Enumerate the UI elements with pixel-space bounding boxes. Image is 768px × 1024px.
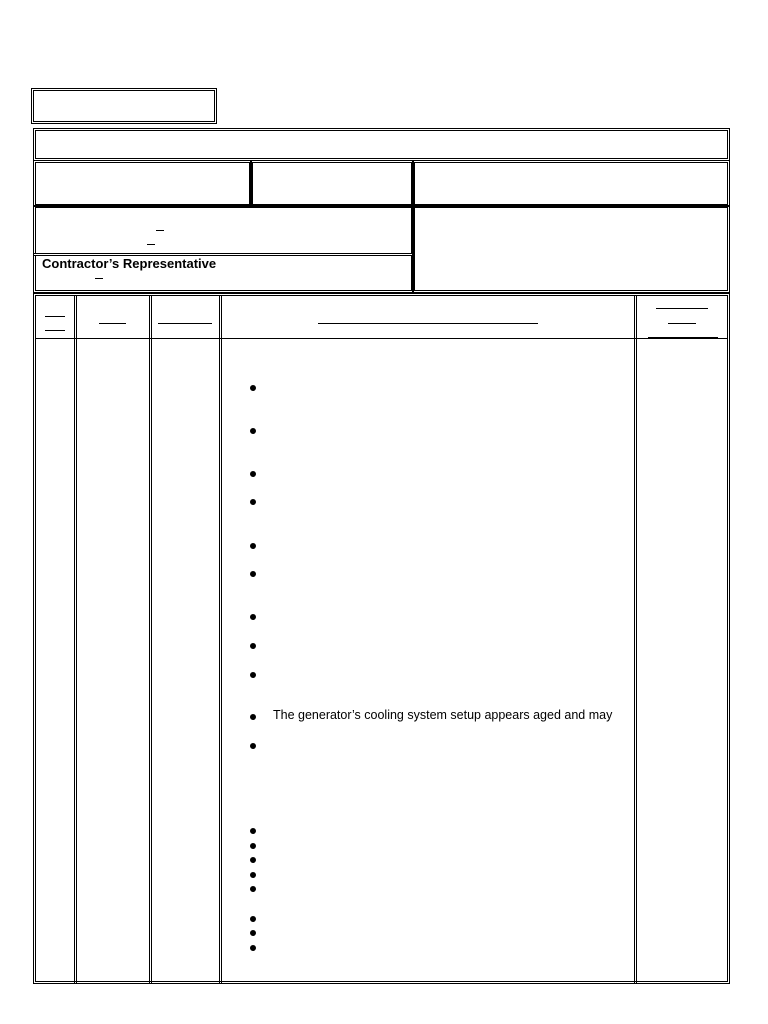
col5-header-underline-c	[648, 337, 718, 339]
col-divider-4b	[636, 296, 637, 983]
finding-bullet	[250, 857, 256, 863]
col1-header-underline-b	[45, 330, 65, 331]
contractor-rep-label: Contractor’s Representative	[42, 256, 217, 271]
title-box	[31, 88, 217, 124]
finding-bullet	[250, 428, 256, 434]
project-title-field	[33, 128, 730, 161]
finding-bullet	[250, 499, 256, 505]
finding-bullet	[250, 886, 256, 892]
contractor-upper-cell	[33, 205, 414, 256]
finding-bullet	[250, 571, 256, 577]
contractor-rep-cell	[33, 253, 414, 293]
col-divider-3a	[219, 296, 220, 983]
finding-bullet	[250, 843, 256, 849]
col2-header-underline	[99, 323, 126, 324]
finding-bullet	[250, 643, 256, 649]
finding-bullet	[250, 828, 256, 834]
col-divider-1a	[74, 296, 75, 983]
col-divider-2a	[149, 296, 150, 983]
blank-underline-1	[156, 230, 164, 231]
col-divider-4a	[634, 296, 635, 983]
finding-bullet	[250, 916, 256, 922]
col-divider-2b	[151, 296, 152, 983]
col-divider-1b	[76, 296, 77, 983]
info-cell-1	[33, 160, 252, 207]
col-divider-3b	[221, 296, 222, 983]
finding-bullet	[250, 385, 256, 391]
signature-cell	[412, 205, 730, 293]
col5-header-underline-a	[656, 308, 708, 309]
finding-bullet	[250, 743, 256, 749]
col1-header-underline-a	[45, 316, 65, 317]
table-header-divider	[36, 338, 727, 339]
finding-bullet	[250, 614, 256, 620]
blank-underline-2	[147, 244, 155, 245]
info-cell-2	[250, 160, 414, 207]
finding-bullet	[250, 471, 256, 477]
finding-bullet	[250, 543, 256, 549]
col5-header-underline-b	[668, 323, 696, 324]
blank-underline-3	[95, 278, 103, 279]
finding-bullet	[250, 930, 256, 936]
finding-bullet	[250, 872, 256, 878]
finding-text: The generator’s cooling system setup appears aged and may	[273, 708, 613, 722]
findings-table	[33, 293, 730, 984]
col4-header-underline	[318, 323, 538, 324]
finding-bullet	[250, 945, 256, 951]
info-cell-3	[412, 160, 730, 207]
col3-header-underline	[158, 323, 212, 324]
finding-bullet	[250, 714, 256, 720]
finding-bullet	[250, 672, 256, 678]
